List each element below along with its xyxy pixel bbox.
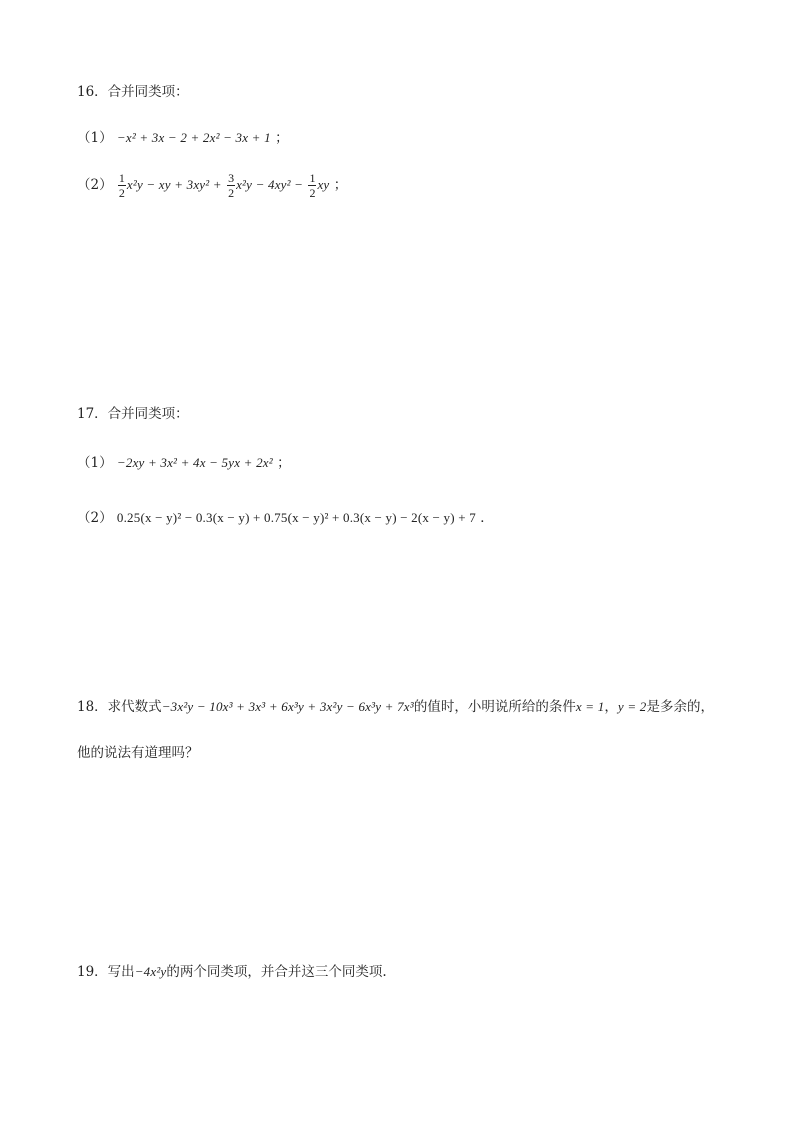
question-16-part-2 [77, 170, 347, 200]
question-19-suffix: 的两个同类项，并合并这三个同类项. [166, 964, 387, 980]
fraction [227, 172, 235, 199]
punctuation: ； [333, 177, 348, 193]
question-19 [77, 962, 387, 982]
math-expression: xy [317, 177, 330, 192]
punctuation: ． [480, 510, 494, 526]
question-17-part-1 [77, 453, 291, 473]
denominator: 2 [118, 186, 125, 200]
question-16-part-1 [77, 128, 289, 148]
question-17-part-2 [77, 508, 494, 528]
numerator: 1 [118, 171, 125, 185]
condition-y: y = 2 [617, 699, 647, 714]
part-label: （1） [77, 455, 113, 471]
question-18-line-2-text: 他的说法有道理吗？ [77, 745, 199, 761]
numerator: 1 [309, 171, 316, 185]
question-17-title-text: 17．合并同类项： [77, 406, 189, 422]
math-expression: −4x²y [134, 964, 167, 979]
condition-x: x = 1 [575, 699, 605, 714]
denominator: 2 [228, 186, 235, 200]
question-18-middle: 的值时，小明说所给的条件 [413, 699, 576, 715]
punctuation: ； [275, 130, 289, 146]
question-18-line-2 [77, 743, 199, 763]
question-18-suffix: 是多余的， [646, 699, 714, 715]
question-18-prefix: 18．求代数式 [77, 699, 162, 715]
math-expression: x²y − xy + 3xy² + [126, 177, 222, 192]
math-expression: 0.25(x − y)² − 0.3(x − y) + 0.75(x − y)² + 0.3(x − y) − 2(x − y) + 7 [116, 510, 476, 525]
fraction [308, 172, 316, 199]
math-expression: −2xy + 3x² + 4x − 5yx + 2x² [116, 455, 273, 470]
math-expression: −3x²y − 10x³ + 3x³ + 6x³y + 3x²y − 6x³y + 7x³ [161, 699, 414, 714]
numerator: 3 [228, 171, 235, 185]
fraction [118, 172, 126, 199]
question-17-title [77, 404, 189, 424]
question-19-prefix: 19．写出 [77, 964, 135, 980]
separator: ， [604, 699, 618, 715]
question-16-title-text: 16．合并同类项： [77, 84, 189, 100]
punctuation: ； [277, 455, 291, 471]
part-label: （1） [77, 130, 113, 146]
question-18 [77, 697, 714, 717]
denominator: 2 [309, 186, 316, 200]
math-expression: x²y − 4xy² − [236, 177, 304, 192]
math-expression: −x² + 3x − 2 + 2x² − 3x + 1 [116, 130, 271, 145]
part-label: （2） [77, 510, 113, 526]
question-16-title [77, 82, 189, 102]
part-label: （2） [77, 177, 113, 193]
